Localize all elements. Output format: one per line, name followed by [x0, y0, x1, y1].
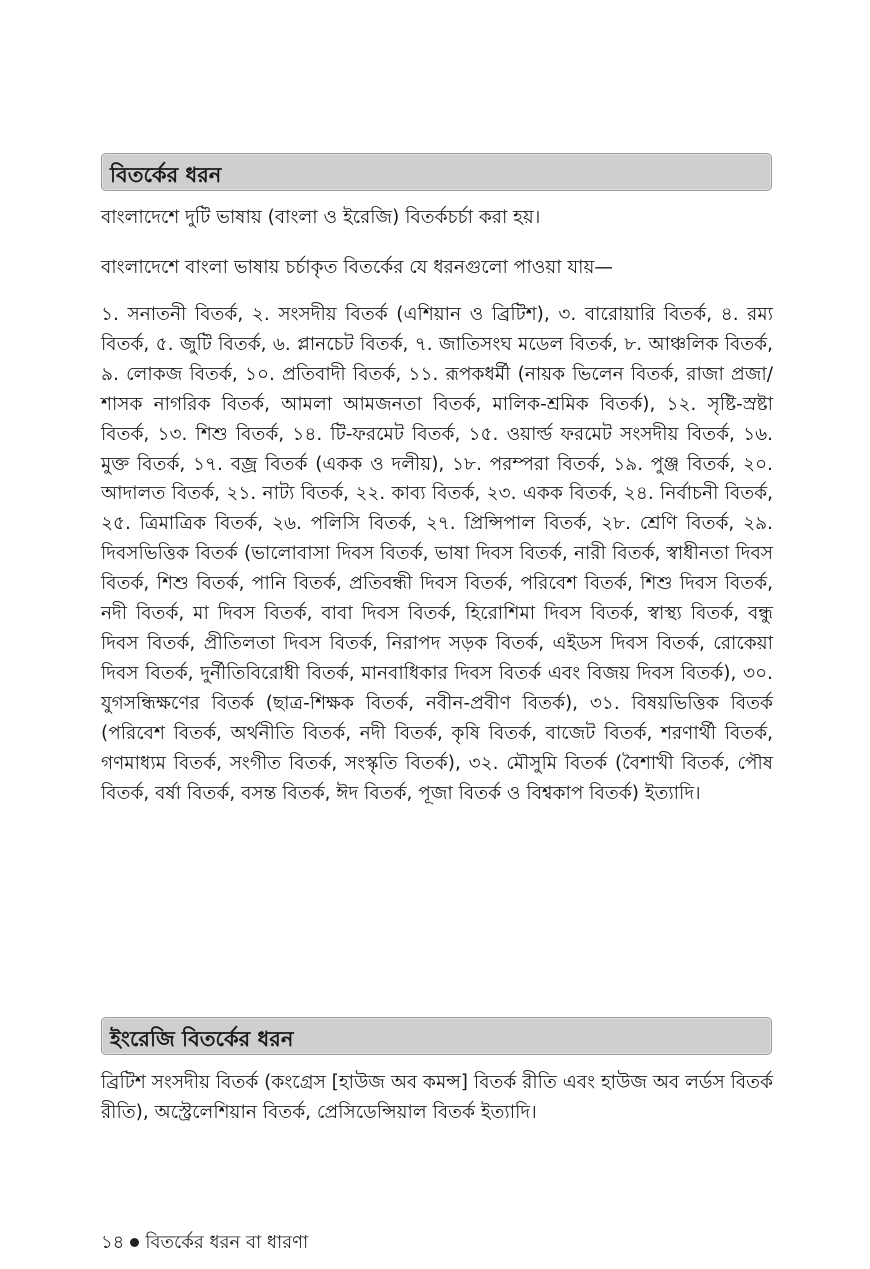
- english-debate-types-text: ব্রিটিশ সংসদীয় বিতর্ক (কংগ্রেস [হাউজ অব কমন্স] বিতর্ক রীতি এবং হাউজ অব লর্ডস বিতর্ক রীতি), অস্ট্রেলেশিয়ান বিতর্ক, প্রেসিডেন্সিয়াল বিতর্ক ইত্যাদি।: [101, 1072, 773, 1123]
- section-heading-text: ইংরেজি বিতর্কের ধরন: [110, 1027, 294, 1051]
- section-heading-bangla-debate-types: [101, 153, 772, 191]
- running-title: বিতর্কের ধরন বা ধারণা: [145, 1232, 309, 1253]
- intro-line-bangla-types: বাংলাদেশে বাংলা ভাষায় চর্চাকৃত বিতর্কের যে ধরনগুলো পাওয়া যায়—: [101, 257, 613, 278]
- section-heading-english-debate-types: [101, 1017, 772, 1055]
- page-footer: [101, 1228, 308, 1259]
- page-number: ১৪: [101, 1232, 125, 1253]
- intro-line-languages: বাংলাদেশে দুটি ভাষায় (বাংলা ও ইরেজি) বিতর্কচর্চা করা হয়।: [101, 207, 541, 228]
- section-heading-text: বিতর্কের ধরন: [110, 163, 222, 187]
- bullet-dot-icon: [130, 1238, 139, 1247]
- debate-types-list: ১. সনাতনী বিতর্ক, ২. সংসদীয় বিতর্ক (এশিয়ান ও ব্রিটিশ), ৩. বারোয়ারি বিতর্ক, ৪. রম্য বিতর্ক, ৫. জুটি বিতর্ক, ৬. প্লানচেট বিতর্ক, ৭. জাতিসংঘ মডেল বিতর্ক, ৮. আঞ্চলিক বিতর্ক, ৯. লোকজ বিতর্ক, ১০. প্রতিবাদী বিতর্ক, ১১. রূপকধর্মী (নায়ক ভিলেন বিতর্ক, রাজা প্রজা/শাসক নাগরিক বিতর্ক, আমলা আমজনতা বিতর্ক, মালিক-শ্রমিক বিতর্ক), ১২. সৃষ্টি-স্রষ্টা বিতর্ক, ১৩. শিশু বিতর্ক, ১৪. টি-ফরমেট বিতর্ক, ১৫. ওয়ার্ল্ড ফরমেট সংসদীয় বিতর্ক, ১৬. মুক্ত বিতর্ক, ১৭. বজ্র বিতর্ক (একক ও দলীয়), ১৮. পরম্পরা বিতর্ক, ১৯. পুঞ্জ বিতর্ক, ২০. আদালত বিতর্ক, ২১. নাট্য বিতর্ক, ২২. কাব্য বিতর্ক, ২৩. একক বিতর্ক, ২৪. নির্বাচনী বিতর্ক, ২৫. ত্রিমাত্রিক বিতর্ক, ২৬. পলিসি বিতর্ক, ২৭. প্রিন্সিপাল বিতর্ক, ২৮. শ্রেণি বিতর্ক, ২৯. দিবসভিত্তিক বিতর্ক (ভালোবাসা দিবস বিতর্ক, ভাষা দিবস বিতর্ক, নারী বিতর্ক, স্বাধীনতা দিবস বিতর্ক, শিশু বিতর্ক, পানি বিতর্ক, প্রতিবন্ধী দিবস বিতর্ক, পরিবেশ বিতর্ক, শিশু দিবস বিতর্ক, নদী বিতর্ক, মা দিবস বিতর্ক, বাবা দিবস বিতর্ক, হিরোশিমা দিবস বিতর্ক, স্বাস্থ্য বিতর্ক, বন্ধু দিবস বিতর্ক, প্রীতিলতা দিবস বিতর্ক, নিরাপদ সড়ক বিতর্ক, এইডস দিবস বিতর্ক, রোকেয়া দিবস বিতর্ক, দুর্নীতিবিরোধী বিতর্ক, মানবাধিকার দিবস বিতর্ক এবং বিজয় দিবস বিতর্ক), ৩০. যুগসন্ধিক্ষণের বিতর্ক (ছাত্র-শিক্ষক বিতর্ক, নবীন-প্রবীণ বিতর্ক), ৩১. বিষয়ভিত্তিক বিতর্ক (পরিবেশ বিতর্ক, অর্থনীতি বিতর্ক, নদী বিতর্ক, কৃষি বিতর্ক, বাজেট বিতর্ক, শরণার্থী বিতর্ক, গণমাধ্যম বিতর্ক, সংগীত বিতর্ক, সংস্কৃতি বিতর্ক), ৩২. মৌসুমি বিতর্ক (বৈশাখী বিতর্ক, পৌষ বিতর্ক, বর্ষা বিতর্ক, বসন্ত বিতর্ক, ঈদ বিতর্ক, পূজা বিতর্ক ও বিশ্বকাপ বিতর্ক) ইত্যাদি।: [101, 304, 773, 804]
